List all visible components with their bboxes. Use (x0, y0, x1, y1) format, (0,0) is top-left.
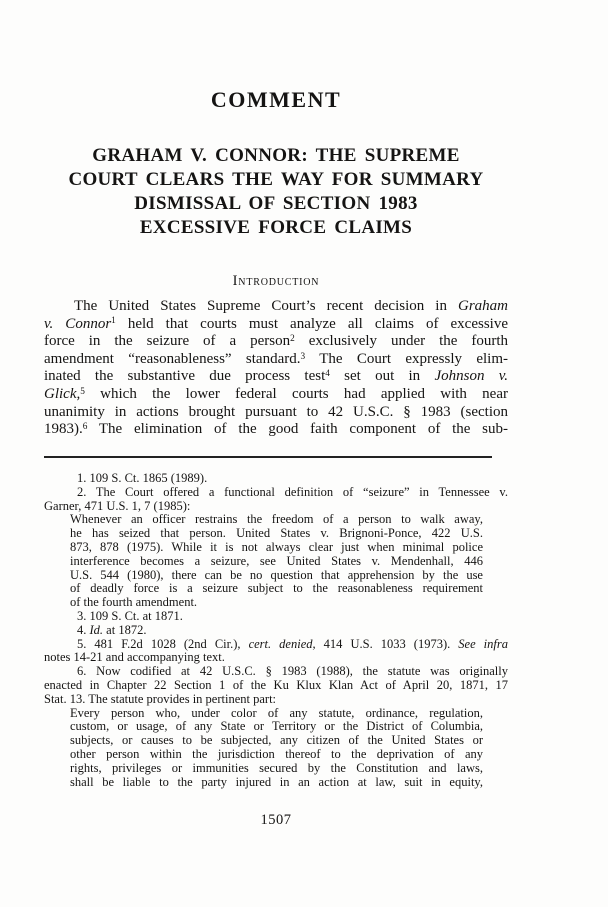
footnote-line: notes 14-21 and accompanying text. (44, 650, 225, 665)
paragraph-line: amendment “reasonableness” standard.$^3$ The Court expressly elim- (44, 350, 508, 367)
paragraph-line: unanimity in actions brought pursuant to 42 U.S.C. § 1983 (section (44, 403, 508, 420)
footnote-line: of deadly force is a seizure subject to the reasonableness requirement (70, 581, 483, 596)
title-line: DISMISSAL OF SECTION 1983 (134, 193, 418, 214)
footnote-line: Every person who, under color of any statute, ordinance, regulation, (70, 705, 483, 720)
title-line: COURT CLEARS THE WAY FOR SUMMARY (68, 169, 484, 190)
footnote-line: Stat. 13. The statute provides in pertinent part: (44, 691, 277, 706)
title-line: GRAHAM V. CONNOR: THE SUPREME (92, 145, 460, 166)
footnote-separator-rule (44, 456, 492, 458)
footnote-line: 5. 481 F.2d 1028 (2nd Cir.), cert. denied, 414 U.S. 1033 (1973). See infra (77, 636, 508, 651)
footnote-line: he has seized that person. United States v. Brignoni-Ponce, 422 U.S. (70, 526, 483, 541)
footnote-line: interference becomes a seizure, see United States v. Mendenhall, 446 (70, 553, 483, 568)
title-line: EXCESSIVE FORCE CLAIMS (139, 217, 413, 238)
footnotes (44, 472, 508, 789)
footnote-reference: 2 (290, 334, 295, 345)
paragraph-line: force in the seizure of a person$^2$ exclusively under the fourth (44, 333, 509, 350)
footnote-line: 2. The Court offered a functional definition of “seizure” in Tennessee v. (77, 484, 508, 499)
page-number: 1507 (260, 812, 292, 828)
footnote-reference: 5 (80, 386, 85, 397)
comment-kicker: COMMENT (210, 87, 342, 112)
article-title (44, 144, 508, 240)
paragraph-line: 1983).$^6$ The elimination of the good faith component of the sub- (44, 421, 508, 438)
paragraph-line: inated the substantive due process test$^4$ set out in Johnson v. (44, 368, 509, 385)
paragraph-line: The United States Supreme Court’s recent decision in Graham (74, 298, 508, 314)
intro-paragraph (44, 298, 508, 439)
footnote-line: 6. Now codified at 42 U.S.C. § 1983 (1988), the statute was originally (77, 664, 508, 679)
footnote-reference: 1 (111, 316, 116, 327)
footnote-line: custom, or usage, of any State or Territory or the District of Columbia, (70, 719, 483, 734)
footnote-line: other person within the jurisdiction thereof to the deprivation of any (70, 746, 483, 761)
footnote-line: subjects, or causes to be subjected, any citizen of the United States or (70, 733, 483, 748)
section-heading-introduction: Introduction (232, 273, 320, 289)
footnote-line: rights, privileges or immunities secured by the Constitution and laws, (70, 760, 483, 775)
paragraph-line: Glick,$^5$ which the lower federal courts had applied with near (44, 385, 508, 402)
footnote-line: Garner, 471 U.S. 1, 7 (1985): (44, 498, 191, 513)
footnote-line: shall be liable to the party injured in an action at law, suit in equity, (70, 774, 483, 789)
footnote-line: Whenever an officer restrains the freedom of a person to walk away, (70, 512, 483, 527)
paragraph-line: v. Connor$^1$ held that courts must analyze all claims of excessive (44, 315, 509, 332)
footnote-line: 3. 109 S. Ct. at 1871. (77, 608, 183, 623)
footnote-reference: 6 (82, 421, 88, 432)
footnote-line: of the fourth amendment. (70, 595, 198, 610)
footnote-line: U.S. 544 (1980), there can be no question that apprehension by the use (70, 567, 483, 582)
footnote-reference: 4 (325, 369, 330, 380)
footnote-reference: 3 (300, 351, 306, 362)
footnote-line: 873, 878 (1975). While it is not always clear just when minimal police (70, 539, 483, 554)
footnote-line: 4. Id. at 1872. (77, 622, 147, 637)
footnote-line: 1. 109 S. Ct. 1865 (1989). (77, 471, 208, 485)
footnote-line: enacted in Chapter 22 Section 1 of the Ku Klux Klan Act of April 20, 1871, 17 (44, 677, 508, 692)
